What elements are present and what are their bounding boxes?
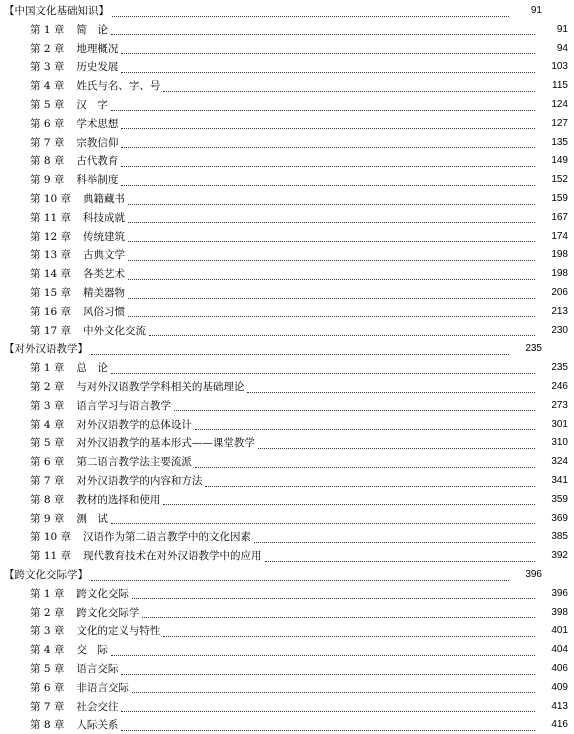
page-number: 385: [551, 531, 568, 543]
toc-section-heading[interactable]: [0, 340, 548, 358]
page-number: 246: [551, 381, 568, 392]
toc-chapter-entry[interactable]: [0, 604, 574, 622]
page-number: 359: [551, 493, 568, 505]
dot-leader: [121, 711, 535, 712]
chapter-title: 精美器物: [83, 287, 126, 299]
chapter-number: 第 10 章: [30, 193, 72, 205]
dot-leader: [132, 692, 535, 693]
chapter-number: 第 8 章: [30, 719, 65, 732]
chapter-number: 第 1 章: [30, 23, 65, 36]
toc-chapter-entry[interactable]: [0, 547, 574, 565]
dot-leader: [142, 617, 535, 618]
chapter-title: 非语言交际: [76, 681, 129, 694]
chapter-title: 跨文化交际: [76, 587, 129, 600]
page-number: 324: [551, 456, 568, 468]
dot-leader: [121, 730, 535, 731]
page-number: 174: [551, 230, 568, 242]
page-number: 392: [551, 550, 568, 562]
toc-chapter-entry[interactable]: [0, 190, 574, 208]
chapter-title: 对外汉语教学的基本形式——课堂教学: [76, 437, 255, 450]
page-number: 409: [551, 681, 568, 693]
page-number: 198: [551, 268, 568, 280]
chapter-number: 第 6 章: [30, 117, 65, 130]
chapter-title: 各类艺术: [83, 268, 126, 281]
toc-chapter-entry[interactable]: [0, 434, 574, 452]
page-number: 416: [551, 719, 568, 731]
chapter-number: 第 15 章: [30, 287, 72, 299]
chapter-title: 科技成就: [83, 211, 126, 224]
page-number: 404: [551, 644, 568, 656]
chapter-title: 现代教育技术在对外汉语教学中的应用: [83, 550, 262, 563]
page-number: 167: [551, 211, 568, 223]
chapter-title: 姓氏与名、字、号: [76, 80, 161, 93]
chapter-number: 第 6 章: [30, 456, 65, 469]
dot-leader: [128, 222, 535, 223]
toc-section-heading[interactable]: [0, 566, 548, 584]
chapter-number: 第 4 章: [30, 644, 65, 657]
chapter-number: 第 5 章: [30, 99, 65, 111]
toc-chapter-entry[interactable]: [0, 246, 574, 264]
toc-chapter-entry[interactable]: [0, 134, 574, 152]
page-number: 235: [525, 343, 542, 355]
chapter-title: 语言交际: [76, 663, 119, 675]
chapter-number: 第 2 章: [30, 381, 65, 393]
chapter-title: 中外文化交流: [83, 324, 147, 337]
toc-chapter-entry[interactable]: [0, 152, 574, 170]
toc-chapter-entry[interactable]: [0, 40, 574, 58]
page-number: 398: [551, 606, 568, 618]
toc-chapter-entry[interactable]: [0, 303, 574, 321]
page-number: 206: [551, 287, 568, 298]
page-number: 213: [551, 305, 568, 317]
dot-leader: [91, 354, 509, 355]
toc-chapter-entry[interactable]: [0, 21, 574, 39]
toc-chapter-entry[interactable]: [0, 453, 574, 471]
toc-chapter-entry[interactable]: [0, 284, 574, 302]
toc-chapter-entry[interactable]: [0, 378, 574, 396]
page-number: 94: [556, 42, 568, 54]
chapter-number: 第 13 章: [30, 249, 72, 262]
dot-leader: [163, 504, 535, 505]
toc-chapter-entry[interactable]: [0, 510, 574, 528]
toc-chapter-entry[interactable]: [0, 698, 574, 716]
page-number: 310: [551, 437, 568, 449]
dot-leader: [121, 147, 535, 148]
toc-chapter-entry[interactable]: [0, 209, 574, 227]
chapter-number: 第 2 章: [30, 606, 65, 619]
chapter-title: 教材的选择和使用: [76, 493, 161, 506]
chapter-title: 交 际: [76, 644, 108, 657]
dot-leader: [111, 373, 535, 374]
chapter-title: 学术思想: [76, 117, 119, 130]
page-number: 127: [551, 117, 568, 129]
chapter-title: 典籍藏书: [83, 193, 126, 205]
dot-leader: [128, 241, 535, 242]
page-number: 198: [551, 249, 568, 261]
chapter-number: 第 4 章: [30, 80, 65, 93]
toc-chapter-entry[interactable]: [0, 58, 574, 76]
chapter-number: 第 3 章: [30, 625, 65, 638]
dot-leader: [254, 542, 535, 543]
chapter-number: 第 6 章: [30, 681, 65, 694]
page-number: 103: [551, 61, 568, 73]
chapter-number: 第 3 章: [30, 399, 65, 412]
page-number: 159: [551, 193, 568, 204]
dot-leader: [163, 91, 535, 92]
dot-leader: [195, 467, 535, 468]
chapter-title: 文化的定义与特性: [76, 625, 161, 638]
section-title: 【跨文化交际学】: [4, 569, 88, 581]
page-number: 396: [551, 587, 568, 599]
chapter-title: 跨文化交际学: [76, 606, 140, 619]
toc-chapter-entry[interactable]: [0, 622, 574, 640]
chapter-number: 第 16 章: [30, 305, 72, 318]
dot-leader: [111, 34, 535, 35]
dot-leader: [121, 72, 535, 73]
page-number: 115: [552, 80, 568, 92]
dot-leader: [111, 110, 535, 111]
dot-leader: [121, 166, 535, 167]
chapter-title: 历史发展: [76, 61, 119, 74]
chapter-title: 社会交往: [76, 700, 119, 713]
chapter-number: 第 17 章: [30, 324, 72, 337]
chapter-title: 汉语作为第二语言教学中的文化因素: [83, 531, 252, 544]
chapter-title: 人际关系: [76, 719, 119, 732]
dot-leader: [128, 279, 535, 280]
chapter-title: 语言学习与语言教学: [76, 399, 171, 412]
chapter-number: 第 7 章: [30, 700, 65, 713]
dot-leader: [132, 598, 535, 599]
page-number: 230: [551, 324, 568, 336]
chapter-title: 测 试: [76, 512, 108, 525]
chapter-title: 古代教育: [76, 155, 119, 168]
dot-leader: [121, 674, 535, 675]
dot-leader: [174, 410, 535, 411]
page-number: 301: [551, 418, 568, 430]
chapter-number: 第 5 章: [30, 663, 65, 675]
dot-leader: [163, 636, 535, 637]
toc-chapter-entry[interactable]: [0, 322, 574, 340]
page-number: 401: [551, 625, 568, 637]
page-number: 406: [551, 663, 568, 674]
chapter-number: 第 12 章: [30, 230, 72, 243]
dot-leader: [111, 523, 535, 524]
dot-leader: [265, 561, 535, 562]
page-number: 91: [530, 5, 542, 16]
toc-chapter-entry[interactable]: [0, 115, 574, 133]
toc-section-heading[interactable]: [0, 2, 548, 20]
chapter-number: 第 8 章: [30, 155, 65, 168]
dot-leader: [128, 298, 535, 299]
page-number: 235: [551, 362, 568, 374]
toc-chapter-entry[interactable]: [0, 96, 574, 114]
page-number: 273: [551, 399, 568, 411]
dot-leader: [195, 429, 535, 430]
dot-leader: [258, 448, 535, 449]
toc-chapter-entry[interactable]: [0, 397, 574, 415]
chapter-number: 第 2 章: [30, 42, 65, 55]
page-number: 91: [556, 23, 568, 35]
page-number: 413: [551, 700, 568, 712]
toc-chapter-entry[interactable]: [0, 359, 574, 377]
toc-chapter-entry[interactable]: [0, 716, 574, 734]
chapter-title: 对外汉语教学的总体设计: [76, 418, 192, 431]
dot-leader: [128, 316, 535, 317]
chapter-number: 第 1 章: [30, 587, 65, 600]
toc-chapter-entry[interactable]: [0, 491, 574, 509]
chapter-number: 第 10 章: [30, 531, 72, 544]
chapter-number: 第 7 章: [30, 136, 65, 149]
page-number: 124: [551, 99, 568, 110]
dot-leader: [121, 185, 535, 186]
toc-chapter-entry[interactable]: [0, 77, 574, 95]
page-number: 396: [525, 569, 542, 580]
toc-chapter-entry[interactable]: [0, 416, 574, 434]
chapter-title: 宗教信仰: [76, 136, 119, 149]
chapter-title: 与对外汉语教学学科相关的基础理论: [76, 381, 245, 393]
dot-leader: [205, 486, 535, 487]
toc-chapter-entry[interactable]: [0, 472, 574, 490]
chapter-number: 第 8 章: [30, 493, 65, 506]
chapter-title: 古典文学: [83, 249, 126, 262]
dot-leader: [111, 655, 535, 656]
chapter-title: 汉 字: [76, 99, 108, 111]
chapter-number: 第 7 章: [30, 475, 65, 487]
chapter-title: 第二语言教学法主要流派: [76, 456, 192, 469]
page-number: 369: [551, 512, 568, 524]
dot-leader: [149, 335, 535, 336]
dot-leader: [128, 204, 535, 205]
page-number: 149: [551, 155, 568, 167]
section-title: 【对外汉语教学】: [4, 343, 88, 356]
page-number: 135: [551, 136, 568, 148]
chapter-number: 第 14 章: [30, 268, 72, 281]
toc-chapter-entry[interactable]: [0, 679, 574, 697]
chapter-title: 简 论: [76, 23, 108, 36]
chapter-title: 地理概况: [76, 42, 119, 55]
toc-chapter-entry[interactable]: [0, 265, 574, 283]
chapter-number: 第 9 章: [30, 174, 65, 187]
chapter-title: 风俗习惯: [83, 305, 126, 318]
dot-leader: [121, 128, 535, 129]
dot-leader: [128, 260, 535, 261]
page-number: 152: [551, 174, 568, 186]
chapter-title: 传统建筑: [83, 230, 126, 243]
dot-leader: [91, 580, 509, 581]
chapter-number: 第 9 章: [30, 512, 65, 525]
toc-chapter-entry[interactable]: [0, 528, 574, 546]
chapter-title: 科举制度: [76, 174, 119, 187]
page-number: 341: [551, 475, 568, 486]
toc-chapter-entry[interactable]: [0, 228, 574, 246]
dot-leader: [121, 53, 535, 54]
toc-chapter-entry[interactable]: [0, 660, 574, 678]
chapter-number: 第 1 章: [30, 362, 65, 375]
toc-chapter-entry[interactable]: [0, 171, 574, 189]
chapter-title: 对外汉语教学的内容和方法: [76, 475, 203, 487]
dot-leader: [112, 16, 509, 17]
chapter-number: 第 11 章: [30, 550, 72, 563]
chapter-title: 总 论: [76, 362, 108, 375]
toc-chapter-entry[interactable]: [0, 585, 574, 603]
section-title: 【中国文化基础知识】: [4, 5, 109, 17]
chapter-number: 第 4 章: [30, 418, 65, 431]
chapter-number: 第 5 章: [30, 437, 65, 450]
dot-leader: [247, 392, 535, 393]
toc-chapter-entry[interactable]: [0, 641, 574, 659]
chapter-number: 第 3 章: [30, 61, 65, 74]
chapter-number: 第 11 章: [30, 211, 72, 224]
